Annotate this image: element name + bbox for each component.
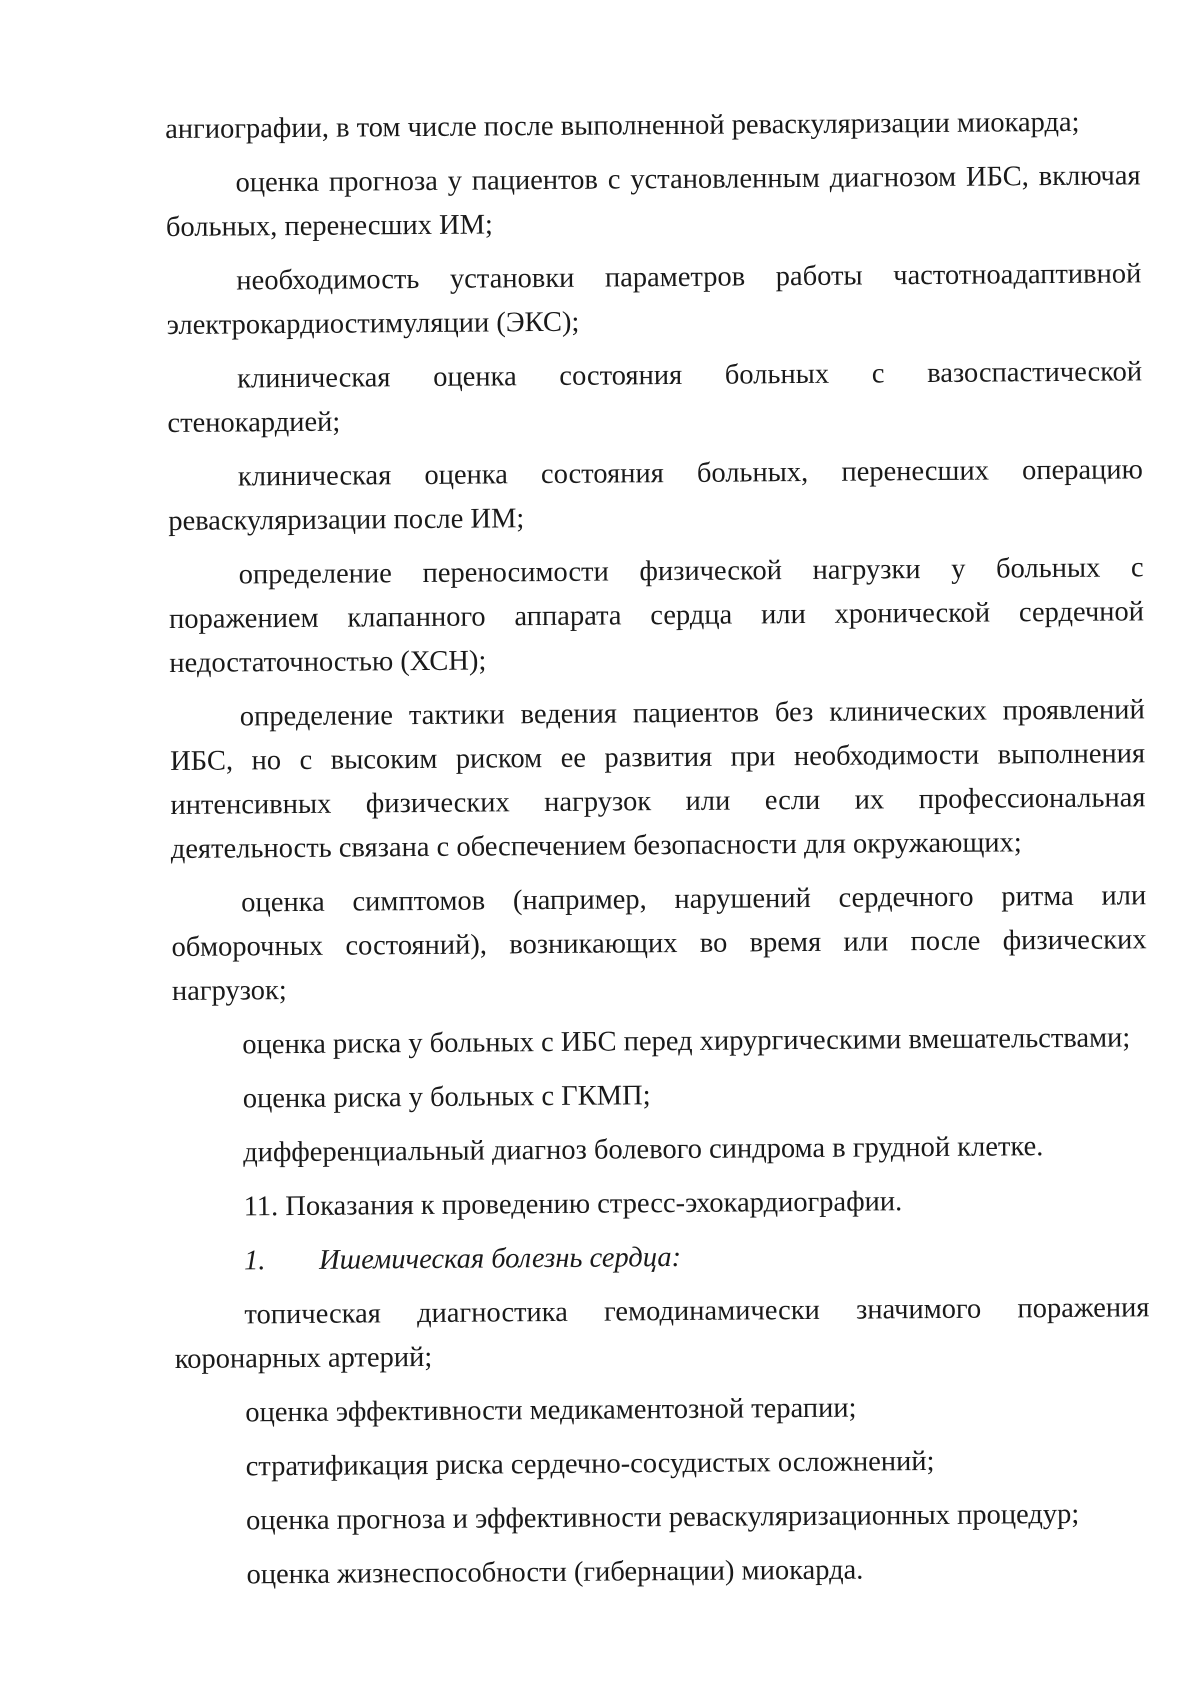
subsection-title-text: Ишемическая болезнь сердца: bbox=[318, 1241, 682, 1276]
subsection-number: 1. bbox=[243, 1245, 266, 1277]
paragraph-symptoms: оценка симптомов (например, нарушений сердечного ритма или обморочных состояний), возникающих во время или после физических нагрузок; bbox=[171, 880, 1147, 1007]
list-item-drug-therapy: оценка эффективности медикаментозной терапии; bbox=[245, 1392, 857, 1429]
paragraph-vasospastic: клиническая оценка состояния больных с вазоспастической стенокардией; bbox=[167, 356, 1143, 439]
list-item-revascularization-prognosis: оценка прогноза и эффективности реваскуляризационных процедур; bbox=[245, 1498, 1080, 1537]
paragraph-prognosis: оценка прогноза у пациентов с установленным диагнозом ИБС, включая больных, перенесших ИМ; bbox=[165, 160, 1141, 243]
paragraph-exercise-tolerance: определение переносимости физической нагрузки у больных с поражением клапанного аппарата сердца или хронической сердечной недостаточностью (ХСН); bbox=[168, 552, 1145, 679]
subsection-title bbox=[174, 1232, 1149, 1284]
paragraph-revascularization: клиническая оценка состояния больных, перенесших операцию реваскуляризации после ИМ; bbox=[168, 454, 1143, 537]
list-item-topical-diagnostics: топическая диагностика гемодинамически значимого поражения коронарных артерий; bbox=[174, 1292, 1150, 1375]
paragraph-pacing: необходимость установки параметров работы частотноадаптивной электрокардиостимуляции (ЭКС); bbox=[166, 258, 1142, 341]
document-page bbox=[165, 100, 1152, 1608]
list-item-risk-stratification: стратификация риска сердечно-сосудистых осложнений; bbox=[245, 1445, 935, 1483]
paragraph-differential-diagnosis: дифференциальный диагноз болевого синдрома в грудной клетке. bbox=[243, 1131, 1044, 1169]
section-11-heading: 11. Показания к проведению стресс-эхокардиографии. bbox=[243, 1186, 903, 1223]
list-item-viability: оценка жизнеспособности (гибернации) миокарда. bbox=[246, 1554, 864, 1591]
paragraph-management-tactics: определение тактики ведения пациентов без клинических проявлений ИБС, но с высоким риском ее развития при необходимости выполнения интенсивных физических нагрузок или если их профессиональная деятельность связана с обеспечением безопасности для окружающих; bbox=[170, 694, 1146, 865]
paragraph-angiography: ангиографии, в том числе после выполненной реваскуляризации миокарда; bbox=[165, 106, 1080, 145]
paragraph-hcm-risk: оценка риска у больных с ГКМП; bbox=[242, 1080, 651, 1115]
paragraph-surgical-risk: оценка риска у больных с ИБС перед хирургическими вмешательствами; bbox=[242, 1022, 1131, 1061]
